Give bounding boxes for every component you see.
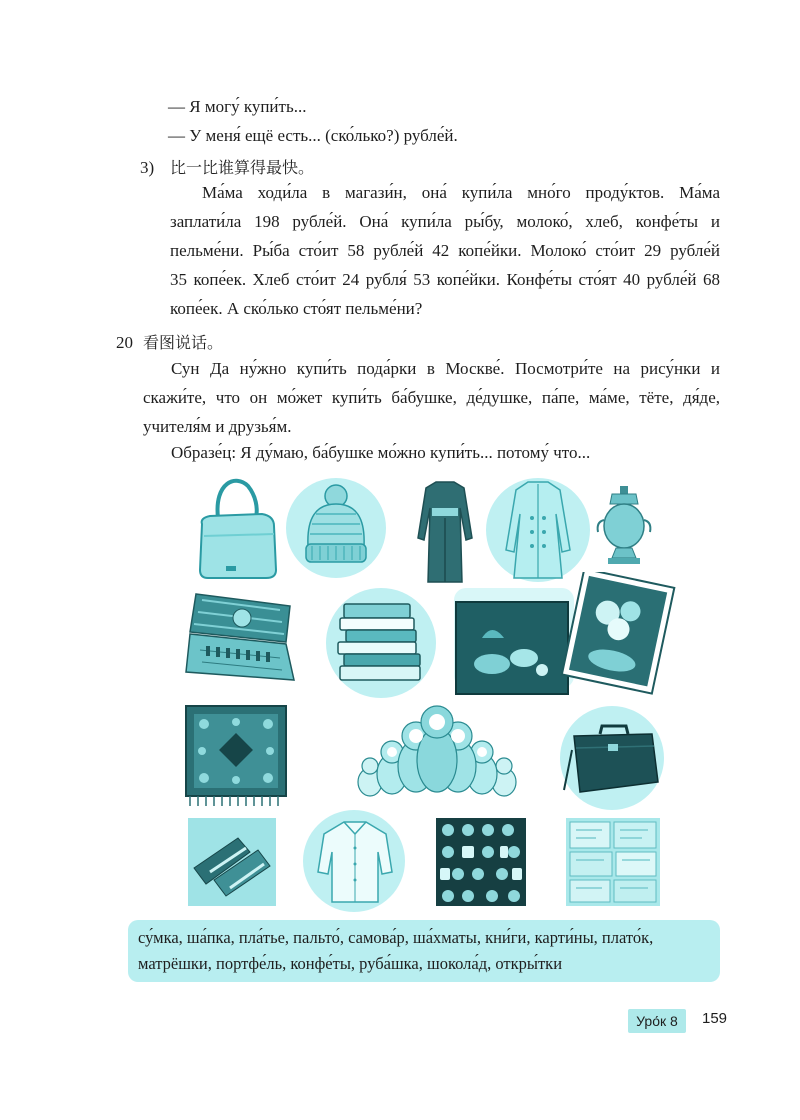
exercise20-line-3: учителя́м и друзья́м. (143, 417, 292, 436)
page-number: 159 (702, 1010, 728, 1027)
knit-hat-icon (296, 484, 376, 574)
dress-icon (414, 478, 476, 584)
example-line: Образе́ц: Я ду́маю, ба́бушке мо́жно купи́ть... потому́ что... (171, 443, 591, 462)
dialogue-line-2: — У меня́ ещё есть... (ско́лько?) рубле́й. (168, 126, 458, 145)
chess-set-icon (182, 590, 298, 688)
task3-line-4: 35 копе́ек. Хлеб сто́ит 24 рубля́ 53 копе́йки. Конфе́ты сто́ят 40 рубле́й 68 (170, 270, 720, 289)
exercise20-line-1: Сун Да ну́жно купи́ть пода́рки в Москве́. Посмотри́те на рису́нки и (171, 359, 720, 378)
exercise20-line-2: скажи́те, что он мо́жет купи́ть ба́бушке, де́душке, па́пе, ма́ме, тёте, дя́де, (143, 388, 720, 407)
exercise20-number: 20 (116, 333, 133, 352)
dialogue-line-1: — Я могу́ купи́ть... (168, 97, 307, 116)
shawl-icon (180, 702, 294, 808)
vocabulary-box (128, 920, 720, 982)
coat-icon (502, 478, 574, 582)
exercise20-paragraph (143, 354, 720, 441)
task3-paragraph (170, 178, 720, 323)
samovar-icon (594, 484, 654, 570)
task3-line-5: копе́ек. А ско́лько сто́ят пельме́ни? (170, 299, 423, 318)
task3-number: 3) (140, 158, 155, 177)
task3-line-1: Ма́ма ходи́ла в магази́н, она́ купи́ла мно́го проду́ктов. Ма́ма (202, 183, 720, 202)
lesson-badge: Уро́к 8 (628, 1009, 686, 1033)
exercise20-title: 看图说话。 (143, 333, 224, 352)
task3-title: 比一比谁算得最快。 (170, 158, 315, 177)
books-icon (334, 600, 428, 684)
chocolate-bars-icon (188, 818, 276, 906)
briefcase-icon (562, 720, 666, 800)
shirt-icon (316, 818, 394, 906)
task3-line-3: пельме́ни. Ры́ба сто́ит 58 рубле́й 42 копе́йки. Молоко́ сто́ит 29 рубле́й (170, 241, 720, 260)
postcards-icon (566, 818, 660, 906)
handbag-icon (196, 474, 280, 580)
task3-line-2: заплати́ла 198 рубле́й. Она́ купи́ла ры́бу, молоко́, хлеб, конфе́ты и (170, 212, 720, 231)
candies-icon (436, 818, 526, 906)
vocabulary-line-1: су́мка, ша́пка, пла́тье, пальто́, самова́р, ша́хматы, кни́ги, карти́ны, плато́к, (138, 928, 654, 947)
paintings-icon (452, 572, 676, 700)
vocabulary-line-2: матрёшки, портфе́ль, конфе́ты, руба́шка, шокола́д, откры́тки (138, 954, 563, 973)
matryoshka-icon (354, 702, 520, 802)
